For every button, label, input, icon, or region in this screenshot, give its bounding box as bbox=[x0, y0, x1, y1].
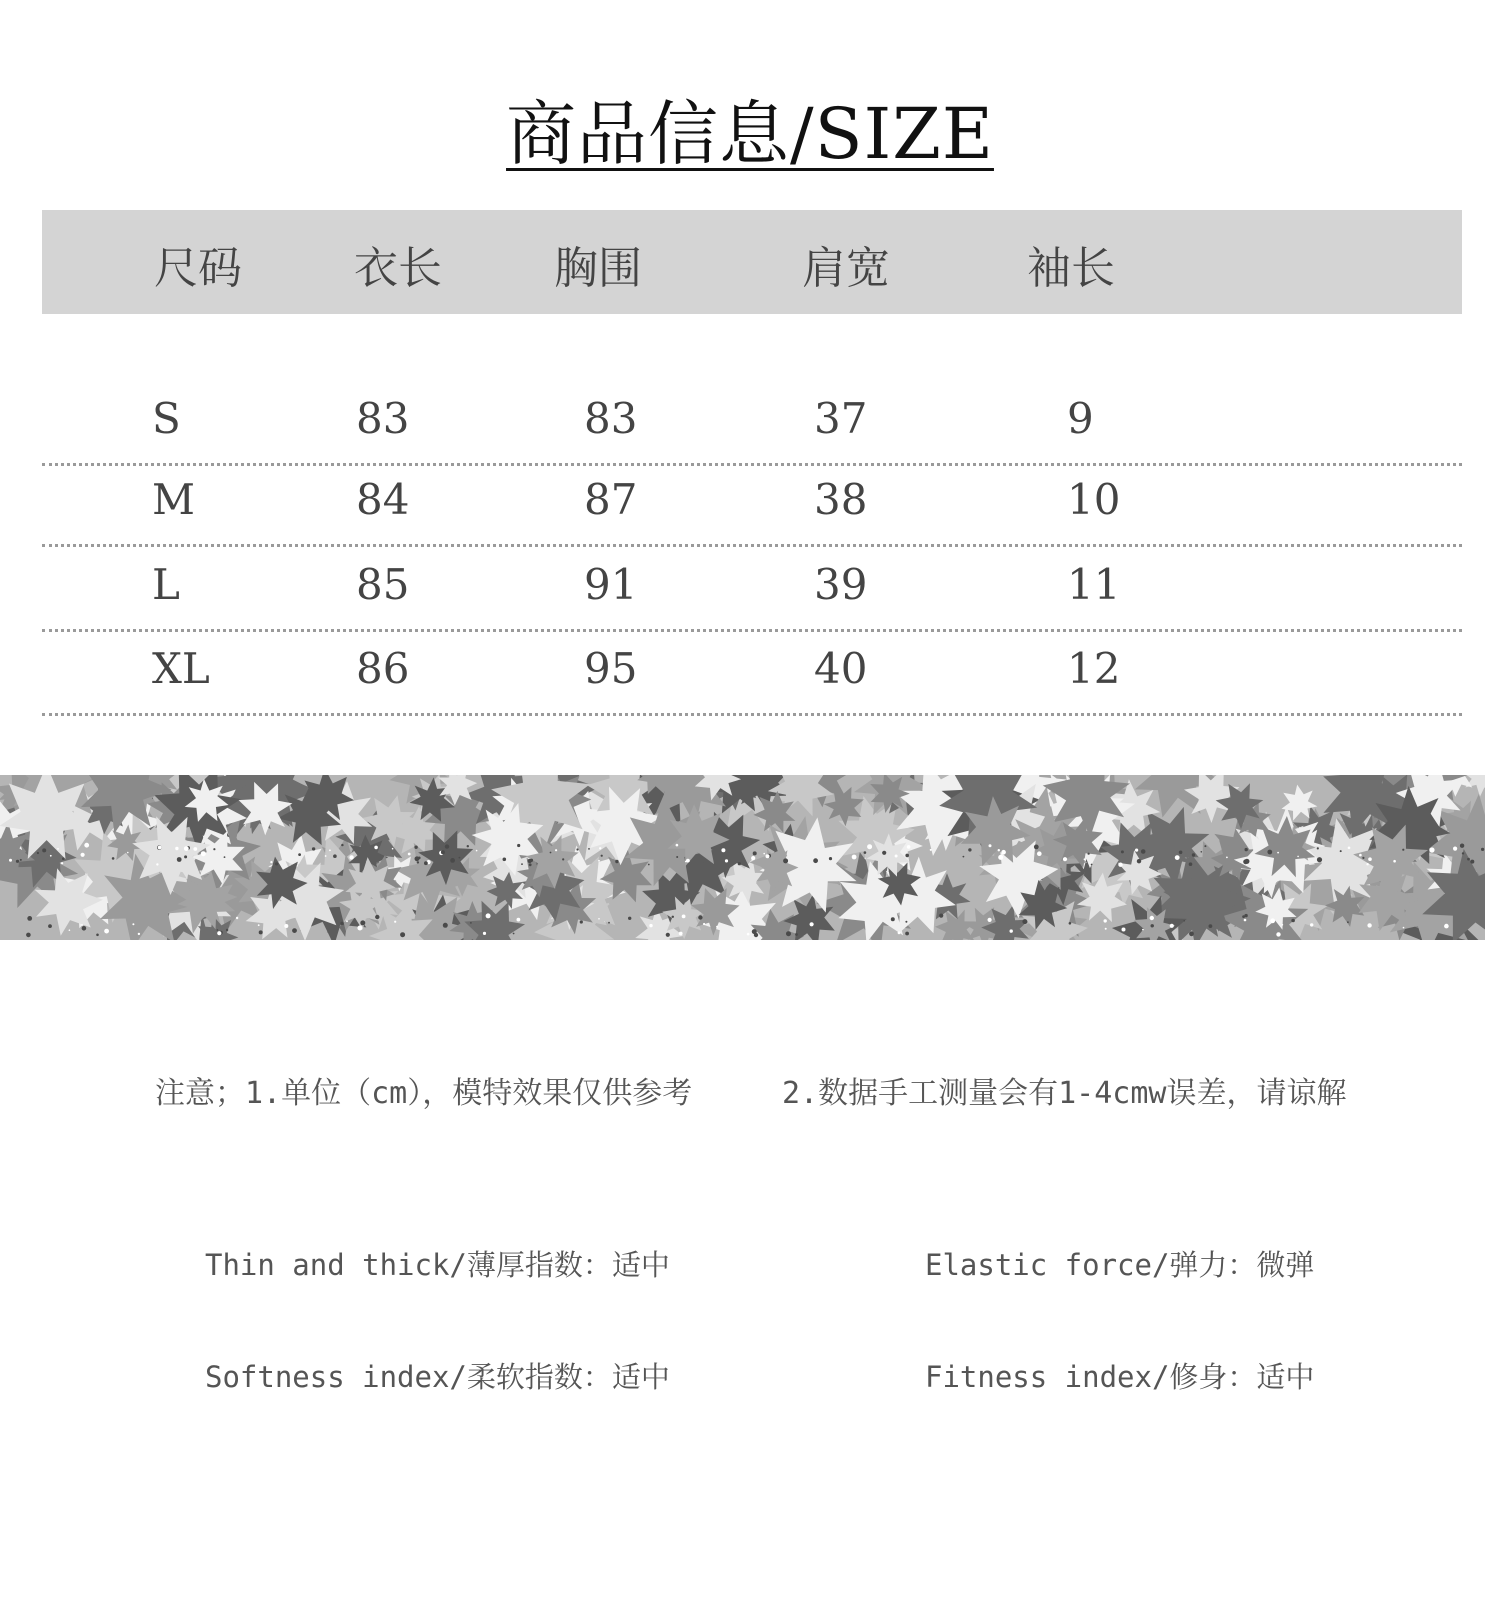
thickness-index: Thin and thick/薄厚指数：适中 bbox=[205, 1248, 670, 1282]
cell-sleeve: 10 bbox=[1067, 475, 1121, 524]
table-row bbox=[42, 552, 1462, 632]
table-row bbox=[42, 467, 1462, 547]
cell-chest: 95 bbox=[584, 644, 638, 693]
cell-chest: 83 bbox=[584, 394, 638, 443]
row-divider bbox=[42, 544, 1462, 547]
leaf-pattern-band bbox=[0, 775, 1485, 940]
cell-sleeve: 12 bbox=[1067, 644, 1121, 693]
header-chest: 胸围 bbox=[554, 243, 642, 294]
cell-length: 85 bbox=[356, 560, 410, 609]
cell-size: L bbox=[152, 560, 180, 609]
elastic-force: Elastic force/弹力：微弹 bbox=[925, 1248, 1315, 1282]
size-table-header bbox=[42, 210, 1462, 314]
fitness-index: Fitness index/修身：适中 bbox=[925, 1360, 1315, 1394]
header-shoulder: 肩宽 bbox=[802, 243, 890, 294]
cell-shoulder: 39 bbox=[814, 560, 868, 609]
header-size: 尺码 bbox=[154, 243, 242, 294]
header-sleeve: 袖长 bbox=[1027, 243, 1115, 294]
table-row bbox=[42, 386, 1462, 466]
cell-length: 83 bbox=[356, 394, 410, 443]
softness-index: Softness index/柔软指数：适中 bbox=[205, 1360, 670, 1394]
row-divider bbox=[42, 629, 1462, 632]
cell-shoulder: 37 bbox=[814, 394, 868, 443]
cell-size: S bbox=[152, 394, 181, 443]
row-divider bbox=[42, 463, 1462, 466]
cell-shoulder: 38 bbox=[814, 475, 868, 524]
table-row bbox=[42, 636, 1462, 716]
page-title-text: 商品信息/SIZE bbox=[506, 93, 994, 175]
page-title bbox=[0, 78, 1500, 179]
header-length: 衣长 bbox=[354, 243, 442, 294]
cell-shoulder: 40 bbox=[814, 644, 868, 693]
cell-length: 84 bbox=[356, 475, 410, 524]
row-divider bbox=[42, 713, 1462, 716]
cell-chest: 91 bbox=[584, 560, 638, 609]
cell-chest: 87 bbox=[584, 475, 638, 524]
note-part-1: 注意；1.单位（cm），模特效果仅供参考 bbox=[155, 1076, 693, 1111]
cell-size: M bbox=[152, 475, 196, 524]
cell-sleeve: 9 bbox=[1067, 394, 1094, 443]
cell-length: 86 bbox=[356, 644, 410, 693]
cell-sleeve: 11 bbox=[1067, 560, 1121, 609]
note-part-2: 2.数据手工测量会有1-4cmw误差，请谅解 bbox=[782, 1076, 1347, 1111]
cell-size: XL bbox=[152, 644, 210, 693]
